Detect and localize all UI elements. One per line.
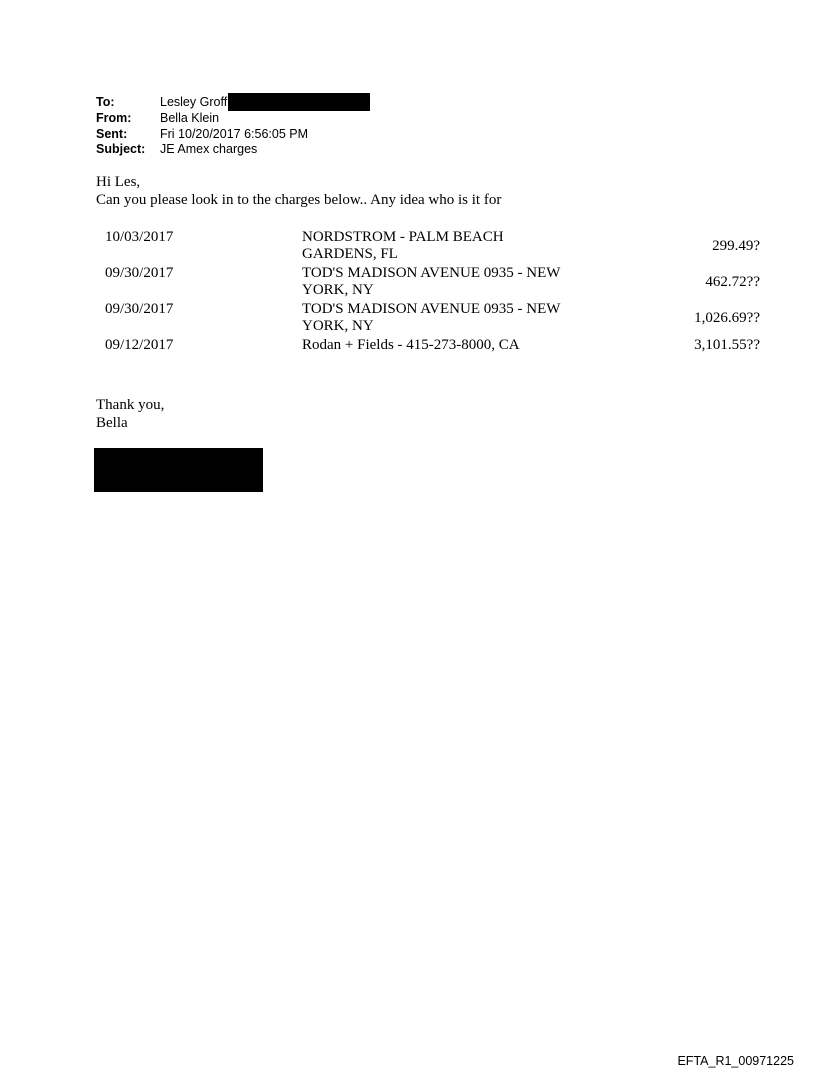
- email-header: [96, 95, 370, 158]
- to-address-redaction: [228, 93, 370, 111]
- email-signoff: [96, 396, 164, 432]
- subject-label: Subject:: [96, 142, 146, 156]
- closing-line: Thank you,: [96, 397, 165, 413]
- table-row: [96, 265, 768, 299]
- from-row: [96, 111, 370, 127]
- charge-date: 09/30/2017: [105, 301, 174, 317]
- charge-amount: 1,026.69??: [694, 309, 760, 326]
- charge-amount: 3,101.55??: [694, 337, 760, 353]
- charge-date: 09/30/2017: [105, 265, 174, 281]
- greeting-line: Hi Les,: [96, 174, 141, 190]
- merchant-line: TOD'S MADISON AVENUE 0935 - NEW: [302, 265, 561, 281]
- table-row: [96, 229, 768, 263]
- charge-amount: 462.72??: [705, 273, 760, 290]
- table-row: [96, 301, 768, 335]
- to-row: [96, 95, 370, 111]
- merchant-line: TOD'S MADISON AVENUE 0935 - NEW: [302, 301, 561, 317]
- charge-amount: 299.49?: [712, 237, 760, 254]
- sent-label: Sent:: [96, 126, 128, 141]
- subject-value: JE Amex charges: [160, 142, 258, 156]
- signature-redaction: [94, 448, 263, 492]
- sent-row: [96, 127, 370, 143]
- sent-value: Fri 10/20/2017 6:56:05 PM: [160, 126, 309, 141]
- to-value: Lesley Groff: [160, 95, 228, 109]
- table-row: [96, 337, 768, 354]
- charge-merchant: [302, 265, 602, 299]
- charge-merchant: [302, 229, 602, 263]
- message-line: Can you please look in to the charges below.. Any idea who is it for: [96, 192, 502, 208]
- charges-table: [96, 229, 768, 356]
- charge-merchant: [302, 337, 602, 354]
- email-intro: [96, 173, 501, 209]
- from-value: Bella Klein: [160, 111, 220, 125]
- document-id: EFTA_R1_00971225: [677, 1054, 794, 1068]
- charge-date: 09/12/2017: [105, 337, 174, 353]
- merchant-line: NORDSTROM - PALM BEACH: [302, 229, 504, 245]
- merchant-line: YORK, NY: [302, 282, 374, 298]
- subject-row: [96, 142, 370, 158]
- to-label: To:: [96, 95, 115, 109]
- from-label: From:: [96, 111, 132, 125]
- signature-name: Bella: [96, 415, 128, 431]
- merchant-line: YORK, NY: [302, 318, 374, 334]
- charge-merchant: [302, 301, 602, 335]
- charge-date: 10/03/2017: [105, 229, 174, 245]
- merchant-line: Rodan + Fields - 415-273-8000, CA: [302, 337, 520, 353]
- merchant-line: GARDENS, FL: [302, 246, 398, 262]
